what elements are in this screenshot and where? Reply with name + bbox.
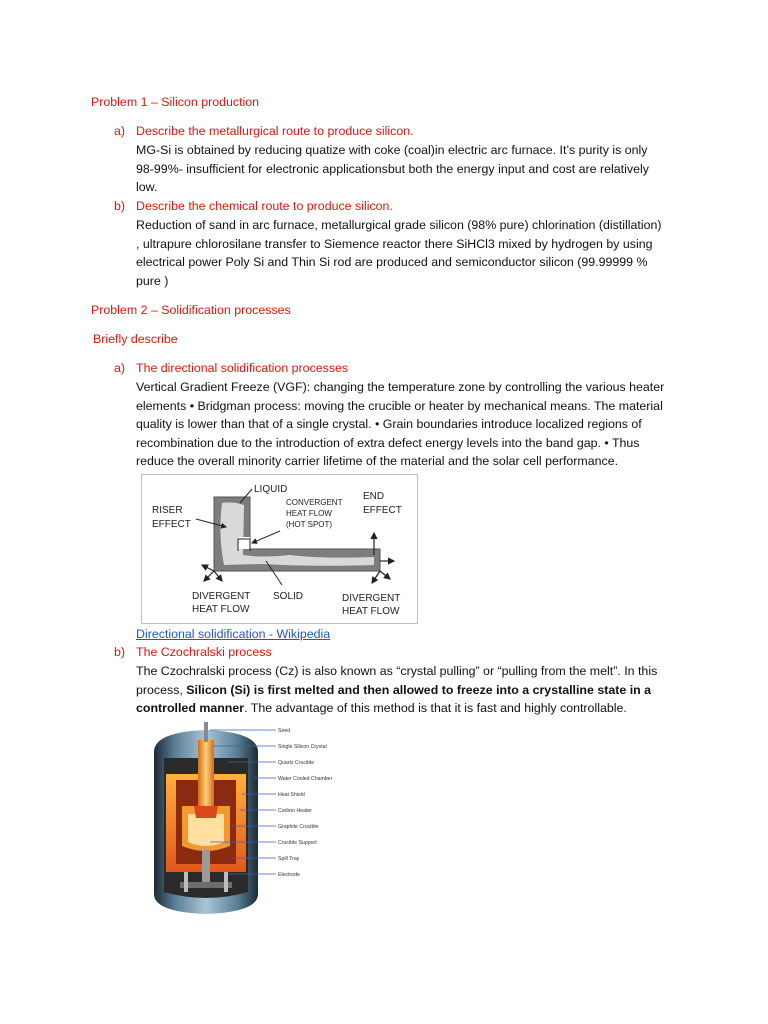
problem2-b-question: The Czochralski process <box>136 645 272 659</box>
problem1-a-question: Describe the metallurgical route to produce silicon. <box>136 124 414 138</box>
text-line: Vertical Gradient Freeze (VGF): changing the temperature zone by controlling the various heater <box>136 380 665 394</box>
label-heat-flow-left: HEAT FLOW <box>192 604 250 615</box>
problem1-b-marker: b) <box>114 199 126 213</box>
label-solid: SOLID <box>273 591 304 602</box>
problem2-b-marker: b) <box>114 645 126 659</box>
bold-span: Silicon (Si) is first melted and then allowed to freeze into a crystalline state in a <box>186 682 652 697</box>
label-riser-effect: EFFECT <box>152 519 191 530</box>
problem2-a-question: The directional solidification processes <box>136 361 349 375</box>
text-line <box>136 699 677 718</box>
text-line: MG-Si is obtained by reducing quatize with coke (coal)in electric arc furnace. It’s purity is only <box>136 143 648 157</box>
directional-solidification-figure <box>141 474 418 624</box>
problem2-a-marker: a) <box>114 361 126 375</box>
label-convergent: CONVERGENT <box>286 498 343 507</box>
problem2-intro: Briefly describe <box>93 332 178 346</box>
problem2-a-answer <box>136 378 677 471</box>
text-line: 98-99%- insufficient for electronic applicationsbut both the energy input and cost are relatively <box>136 161 649 176</box>
problem2-b-answer <box>136 662 677 718</box>
label-quartz-crucible: Quartz Crucible <box>278 760 315 766</box>
problem1-b-answer <box>136 216 677 290</box>
text-line: low. <box>136 180 158 195</box>
text-line: recombination due to the introduction of extra defect energy levels into the band gap. • Thus <box>136 435 640 450</box>
label-heat-flow-right: HEAT FLOW <box>342 606 400 617</box>
text-line: pure ) <box>136 273 169 288</box>
label-graphite-crucible: Graphite Crucible <box>278 824 319 830</box>
problem1-a-answer <box>136 141 677 197</box>
label-hot-spot: (HOT SPOT) <box>286 520 333 529</box>
problem1-b-question: Describe the chemical route to produce silicon. <box>136 199 393 213</box>
label-crucible-support: Crucible Support <box>278 840 317 846</box>
text-line <box>136 681 677 700</box>
label-heat-shield: Heat Shield <box>278 792 305 798</box>
wikipedia-link-wrap <box>136 625 330 644</box>
label-end-effect: EFFECT <box>363 505 402 516</box>
problem1-a-marker: a) <box>114 124 126 138</box>
label-heat-flow: HEAT FLOW <box>286 509 332 518</box>
directional-solidification-link[interactable]: Directional solidification - Wikipedia <box>136 627 331 641</box>
label-spill-tray: Spill Tray <box>278 856 300 862</box>
problem1-title: Problem 1 – Silicon production <box>91 95 260 109</box>
text-line: , ultrapure chlorosilane transfer to Siemence reactor there SiHCl3 mixed by hydrogen by using <box>136 236 653 251</box>
label-liquid: LIQUID <box>254 484 288 495</box>
text-line: elements • Bridgman process: moving the crucible or heater by mechanical means. The material <box>136 398 663 413</box>
text-line: quality is lower than that of a single crystal. • Grain boundaries introduce localized regions of <box>136 417 642 432</box>
label-seed: Seed <box>278 728 291 734</box>
label-divergent-left: DIVERGENT <box>192 591 251 602</box>
text-line: reduce the overall minority carrier lifetime of the material and the solar cell performance. <box>136 454 619 469</box>
label-riser: RISER <box>152 505 183 516</box>
text-line: The Czochralski process (Cz) is also known as “crystal pulling” or “pulling from the melt”. In this <box>136 664 658 678</box>
label-end: END <box>363 491 385 502</box>
bold-span: controlled manner <box>136 701 245 716</box>
text-line: electrical power Poly Si and Thin Si rod are produced and semiconductor silicon (99.99999 % <box>136 255 648 270</box>
text-span: . The advantage of this method is that it is fast and highly controllable. <box>244 701 627 716</box>
text-line: Reduction of sand in arc furnace, metallurgical grade silicon (98% pure) chlorination (distillation) <box>136 218 662 232</box>
label-single-silicon-crystal: Single Silicon Crystal <box>278 744 327 750</box>
czochralski-figure <box>136 722 358 920</box>
text-span: process, <box>136 682 187 697</box>
label-divergent-right: DIVERGENT <box>342 593 401 604</box>
label-water-cooled-chamber: Water Cooled Chamber <box>278 776 333 782</box>
problem2-title: Problem 2 – Solidification processes <box>91 303 291 317</box>
label-carbon-heater: Carbon Heater <box>278 808 313 814</box>
label-electrode: Electrode <box>278 872 300 878</box>
